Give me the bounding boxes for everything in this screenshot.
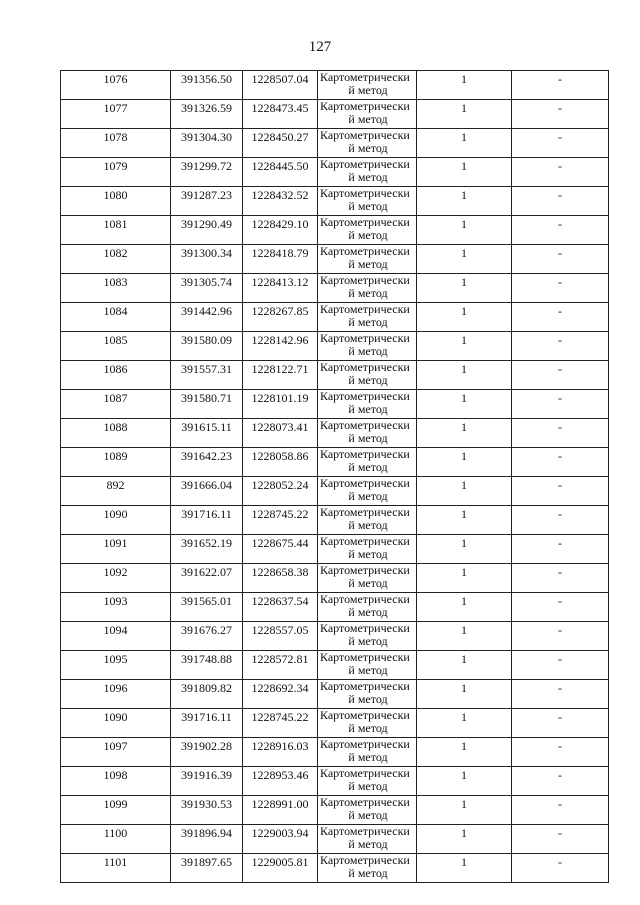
page-number: 127 — [308, 39, 332, 55]
method-cell — [318, 158, 417, 187]
table-row — [61, 332, 609, 361]
table-row — [61, 796, 609, 825]
point-number-cell: 1088 — [61, 419, 171, 448]
method-line-1: Картометрически — [320, 215, 410, 229]
description-cell: - — [512, 564, 609, 593]
x-coordinate-cell: 391305.74 — [171, 274, 243, 303]
description-cell: - — [512, 825, 609, 854]
method-line-1: Картометрически — [320, 534, 410, 548]
table-row — [61, 651, 609, 680]
method-line-1: Картометрически — [320, 505, 410, 519]
description-cell: - — [512, 419, 609, 448]
method-line-1: Картометрически — [320, 99, 410, 113]
x-coordinate-cell: 391930.53 — [171, 796, 243, 825]
x-coordinate-cell: 391716.11 — [171, 506, 243, 535]
method-cell — [318, 361, 417, 390]
method-line-1: Картометрически — [320, 447, 410, 461]
accuracy-cell: 1 — [417, 274, 512, 303]
method-line-1: Картометрически — [320, 824, 410, 838]
method-line-2: й метод — [348, 779, 388, 793]
y-coordinate-cell: 1228142.96 — [243, 332, 318, 361]
x-coordinate-cell: 391622.07 — [171, 564, 243, 593]
x-coordinate-cell: 391676.27 — [171, 622, 243, 651]
method-cell — [318, 245, 417, 274]
method-line-2: й метод — [348, 663, 388, 677]
table-row — [61, 245, 609, 274]
description-cell: - — [512, 738, 609, 767]
y-coordinate-cell: 1228073.41 — [243, 419, 318, 448]
accuracy-cell: 1 — [417, 796, 512, 825]
point-number-cell: 1080 — [61, 187, 171, 216]
accuracy-cell: 1 — [417, 825, 512, 854]
accuracy-cell: 1 — [417, 158, 512, 187]
method-line-2: й метод — [348, 257, 388, 271]
table-row — [61, 825, 609, 854]
y-coordinate-cell: 1228052.24 — [243, 477, 318, 506]
method-line-2: й метод — [348, 489, 388, 503]
x-coordinate-cell: 391290.49 — [171, 216, 243, 245]
description-cell: - — [512, 158, 609, 187]
method-line-1: Картометрически — [320, 157, 410, 171]
method-cell — [318, 506, 417, 535]
method-cell — [318, 419, 417, 448]
x-coordinate-cell: 391666.04 — [171, 477, 243, 506]
accuracy-cell: 1 — [417, 680, 512, 709]
point-number-cell: 1084 — [61, 303, 171, 332]
x-coordinate-cell: 391300.34 — [171, 245, 243, 274]
description-cell: - — [512, 680, 609, 709]
y-coordinate-cell: 1228745.22 — [243, 709, 318, 738]
point-number-cell: 1101 — [61, 854, 171, 883]
method-line-2: й метод — [348, 634, 388, 648]
accuracy-cell: 1 — [417, 71, 512, 100]
method-cell — [318, 100, 417, 129]
y-coordinate-cell: 1228675.44 — [243, 535, 318, 564]
method-cell — [318, 825, 417, 854]
table-row — [61, 448, 609, 477]
point-number-cell: 1076 — [61, 71, 171, 100]
method-line-2: й метод — [348, 576, 388, 590]
description-cell: - — [512, 535, 609, 564]
accuracy-cell: 1 — [417, 854, 512, 883]
table-row — [61, 709, 609, 738]
method-cell — [318, 564, 417, 593]
point-number-cell: 1096 — [61, 680, 171, 709]
table-row — [61, 361, 609, 390]
method-line-2: й метод — [348, 373, 388, 387]
method-cell — [318, 593, 417, 622]
accuracy-cell: 1 — [417, 738, 512, 767]
point-number-cell: 1100 — [61, 825, 171, 854]
table-row — [61, 622, 609, 651]
point-number-cell: 1077 — [61, 100, 171, 129]
y-coordinate-cell: 1228101.19 — [243, 390, 318, 419]
description-cell: - — [512, 622, 609, 651]
method-line-2: й метод — [348, 141, 388, 155]
accuracy-cell: 1 — [417, 303, 512, 332]
x-coordinate-cell: 391580.71 — [171, 390, 243, 419]
method-line-1: Картометрически — [320, 708, 410, 722]
method-cell — [318, 303, 417, 332]
method-line-2: й метод — [348, 750, 388, 764]
y-coordinate-cell: 1228418.79 — [243, 245, 318, 274]
point-number-cell: 1097 — [61, 738, 171, 767]
method-line-2: й метод — [348, 866, 388, 880]
method-line-1: Картометрически — [320, 795, 410, 809]
method-line-2: й метод — [348, 837, 388, 851]
method-line-2: й метод — [348, 547, 388, 561]
method-line-1: Картометрически — [320, 186, 410, 200]
accuracy-cell: 1 — [417, 564, 512, 593]
method-cell — [318, 274, 417, 303]
method-cell — [318, 796, 417, 825]
method-line-1: Картометрически — [320, 418, 410, 432]
method-line-2: й метод — [348, 605, 388, 619]
method-line-2: й метод — [348, 692, 388, 706]
x-coordinate-cell: 391916.39 — [171, 767, 243, 796]
method-line-1: Картометрически — [320, 650, 410, 664]
description-cell: - — [512, 332, 609, 361]
method-cell — [318, 448, 417, 477]
method-line-1: Картометрически — [320, 737, 410, 751]
accuracy-cell: 1 — [417, 651, 512, 680]
table-row — [61, 419, 609, 448]
method-cell — [318, 477, 417, 506]
table-row — [61, 854, 609, 883]
table-row — [61, 477, 609, 506]
y-coordinate-cell: 1228473.45 — [243, 100, 318, 129]
description-cell: - — [512, 361, 609, 390]
method-line-1: Картометрически — [320, 70, 410, 84]
point-number-cell: 1078 — [61, 129, 171, 158]
table-row — [61, 506, 609, 535]
y-coordinate-cell: 1228122.71 — [243, 361, 318, 390]
method-line-1: Картометрически — [320, 331, 410, 345]
description-cell: - — [512, 796, 609, 825]
method-line-2: й метод — [348, 315, 388, 329]
method-line-2: й метод — [348, 518, 388, 532]
method-line-1: Картометрически — [320, 563, 410, 577]
description-cell: - — [512, 303, 609, 332]
coordinates-table — [60, 70, 609, 883]
description-cell: - — [512, 709, 609, 738]
method-line-2: й метод — [348, 808, 388, 822]
description-cell: - — [512, 767, 609, 796]
description-cell: - — [512, 274, 609, 303]
table-row — [61, 535, 609, 564]
y-coordinate-cell: 1229005.81 — [243, 854, 318, 883]
x-coordinate-cell: 391896.94 — [171, 825, 243, 854]
y-coordinate-cell: 1228507.04 — [243, 71, 318, 100]
method-line-1: Картометрически — [320, 766, 410, 780]
y-coordinate-cell: 1229003.94 — [243, 825, 318, 854]
x-coordinate-cell: 391442.96 — [171, 303, 243, 332]
x-coordinate-cell: 391326.59 — [171, 100, 243, 129]
table-row — [61, 593, 609, 622]
y-coordinate-cell: 1228991.00 — [243, 796, 318, 825]
y-coordinate-cell: 1228557.05 — [243, 622, 318, 651]
description-cell: - — [512, 100, 609, 129]
x-coordinate-cell: 391356.50 — [171, 71, 243, 100]
x-coordinate-cell: 391652.19 — [171, 535, 243, 564]
x-coordinate-cell: 391580.09 — [171, 332, 243, 361]
y-coordinate-cell: 1228267.85 — [243, 303, 318, 332]
accuracy-cell: 1 — [417, 709, 512, 738]
method-line-2: й метод — [348, 402, 388, 416]
method-cell — [318, 651, 417, 680]
method-line-1: Картометрически — [320, 302, 410, 316]
accuracy-cell: 1 — [417, 187, 512, 216]
method-cell — [318, 535, 417, 564]
method-line-2: й метод — [348, 112, 388, 126]
point-number-cell: 1087 — [61, 390, 171, 419]
y-coordinate-cell: 1228953.46 — [243, 767, 318, 796]
x-coordinate-cell: 391902.28 — [171, 738, 243, 767]
accuracy-cell: 1 — [417, 477, 512, 506]
point-number-cell: 1099 — [61, 796, 171, 825]
accuracy-cell: 1 — [417, 129, 512, 158]
method-cell — [318, 216, 417, 245]
accuracy-cell: 1 — [417, 361, 512, 390]
x-coordinate-cell: 391716.11 — [171, 709, 243, 738]
table-row — [61, 390, 609, 419]
method-line-2: й метод — [348, 344, 388, 358]
method-cell — [318, 187, 417, 216]
y-coordinate-cell: 1228745.22 — [243, 506, 318, 535]
description-cell: - — [512, 245, 609, 274]
method-line-1: Картометрически — [320, 679, 410, 693]
y-coordinate-cell: 1228413.12 — [243, 274, 318, 303]
y-coordinate-cell: 1228432.52 — [243, 187, 318, 216]
y-coordinate-cell: 1228692.34 — [243, 680, 318, 709]
x-coordinate-cell: 391615.11 — [171, 419, 243, 448]
point-number-cell: 1086 — [61, 361, 171, 390]
x-coordinate-cell: 391565.01 — [171, 593, 243, 622]
x-coordinate-cell: 391809.82 — [171, 680, 243, 709]
method-line-2: й метод — [348, 199, 388, 213]
accuracy-cell: 1 — [417, 593, 512, 622]
method-line-1: Картометрически — [320, 853, 410, 867]
y-coordinate-cell: 1228637.54 — [243, 593, 318, 622]
method-line-2: й метод — [348, 228, 388, 242]
method-line-1: Картометрически — [320, 621, 410, 635]
method-cell — [318, 738, 417, 767]
table-row — [61, 274, 609, 303]
point-number-cell: 1091 — [61, 535, 171, 564]
point-number-cell: 1092 — [61, 564, 171, 593]
description-cell: - — [512, 129, 609, 158]
description-cell: - — [512, 651, 609, 680]
method-cell — [318, 767, 417, 796]
method-line-1: Картометрически — [320, 360, 410, 374]
method-line-1: Картометрически — [320, 244, 410, 258]
x-coordinate-cell: 391304.30 — [171, 129, 243, 158]
method-line-1: Картометрически — [320, 389, 410, 403]
accuracy-cell: 1 — [417, 419, 512, 448]
point-number-cell: 1082 — [61, 245, 171, 274]
point-number-cell: 1083 — [61, 274, 171, 303]
method-cell — [318, 390, 417, 419]
method-line-2: й метод — [348, 170, 388, 184]
table-row — [61, 303, 609, 332]
description-cell: - — [512, 187, 609, 216]
x-coordinate-cell: 391287.23 — [171, 187, 243, 216]
point-number-cell: 1095 — [61, 651, 171, 680]
accuracy-cell: 1 — [417, 535, 512, 564]
description-cell: - — [512, 390, 609, 419]
point-number-cell: 1081 — [61, 216, 171, 245]
accuracy-cell: 1 — [417, 332, 512, 361]
accuracy-cell: 1 — [417, 390, 512, 419]
y-coordinate-cell: 1228445.50 — [243, 158, 318, 187]
y-coordinate-cell: 1228450.27 — [243, 129, 318, 158]
accuracy-cell: 1 — [417, 767, 512, 796]
table-row — [61, 564, 609, 593]
x-coordinate-cell: 391897.65 — [171, 854, 243, 883]
point-number-cell: 1085 — [61, 332, 171, 361]
description-cell: - — [512, 216, 609, 245]
point-number-cell: 1094 — [61, 622, 171, 651]
description-cell: - — [512, 854, 609, 883]
point-number-cell: 1089 — [61, 448, 171, 477]
table-row — [61, 216, 609, 245]
accuracy-cell: 1 — [417, 622, 512, 651]
description-cell: - — [512, 71, 609, 100]
point-number-cell: 1093 — [61, 593, 171, 622]
x-coordinate-cell: 391557.31 — [171, 361, 243, 390]
description-cell: - — [512, 593, 609, 622]
y-coordinate-cell: 1228058.86 — [243, 448, 318, 477]
y-coordinate-cell: 1228658.38 — [243, 564, 318, 593]
table-row — [61, 129, 609, 158]
accuracy-cell: 1 — [417, 448, 512, 477]
method-line-1: Картометрически — [320, 476, 410, 490]
point-number-cell: 1079 — [61, 158, 171, 187]
point-number-cell: 1098 — [61, 767, 171, 796]
method-line-2: й метод — [348, 721, 388, 735]
coordinates-table-body — [61, 71, 609, 883]
method-cell — [318, 332, 417, 361]
method-line-2: й метод — [348, 460, 388, 474]
table-row — [61, 767, 609, 796]
description-cell: - — [512, 506, 609, 535]
accuracy-cell: 1 — [417, 216, 512, 245]
table-row — [61, 680, 609, 709]
description-cell: - — [512, 448, 609, 477]
table-row — [61, 71, 609, 100]
table-row — [61, 187, 609, 216]
y-coordinate-cell: 1228916.03 — [243, 738, 318, 767]
method-line-2: й метод — [348, 431, 388, 445]
x-coordinate-cell: 391642.23 — [171, 448, 243, 477]
accuracy-cell: 1 — [417, 100, 512, 129]
accuracy-cell: 1 — [417, 506, 512, 535]
method-cell — [318, 854, 417, 883]
method-cell — [318, 622, 417, 651]
point-number-cell: 1090 — [61, 709, 171, 738]
method-line-2: й метод — [348, 286, 388, 300]
table-row — [61, 158, 609, 187]
method-cell — [318, 71, 417, 100]
method-cell — [318, 129, 417, 158]
method-line-1: Картометрически — [320, 128, 410, 142]
description-cell: - — [512, 477, 609, 506]
point-number-cell: 1090 — [61, 506, 171, 535]
y-coordinate-cell: 1228429.10 — [243, 216, 318, 245]
method-line-2: й метод — [348, 83, 388, 97]
x-coordinate-cell: 391748.88 — [171, 651, 243, 680]
method-line-1: Картометрически — [320, 592, 410, 606]
x-coordinate-cell: 391299.72 — [171, 158, 243, 187]
method-cell — [318, 680, 417, 709]
y-coordinate-cell: 1228572.81 — [243, 651, 318, 680]
table-row — [61, 100, 609, 129]
point-number-cell: 892 — [61, 477, 171, 506]
table-row — [61, 738, 609, 767]
method-cell — [318, 709, 417, 738]
accuracy-cell: 1 — [417, 245, 512, 274]
method-line-1: Картометрически — [320, 273, 410, 287]
